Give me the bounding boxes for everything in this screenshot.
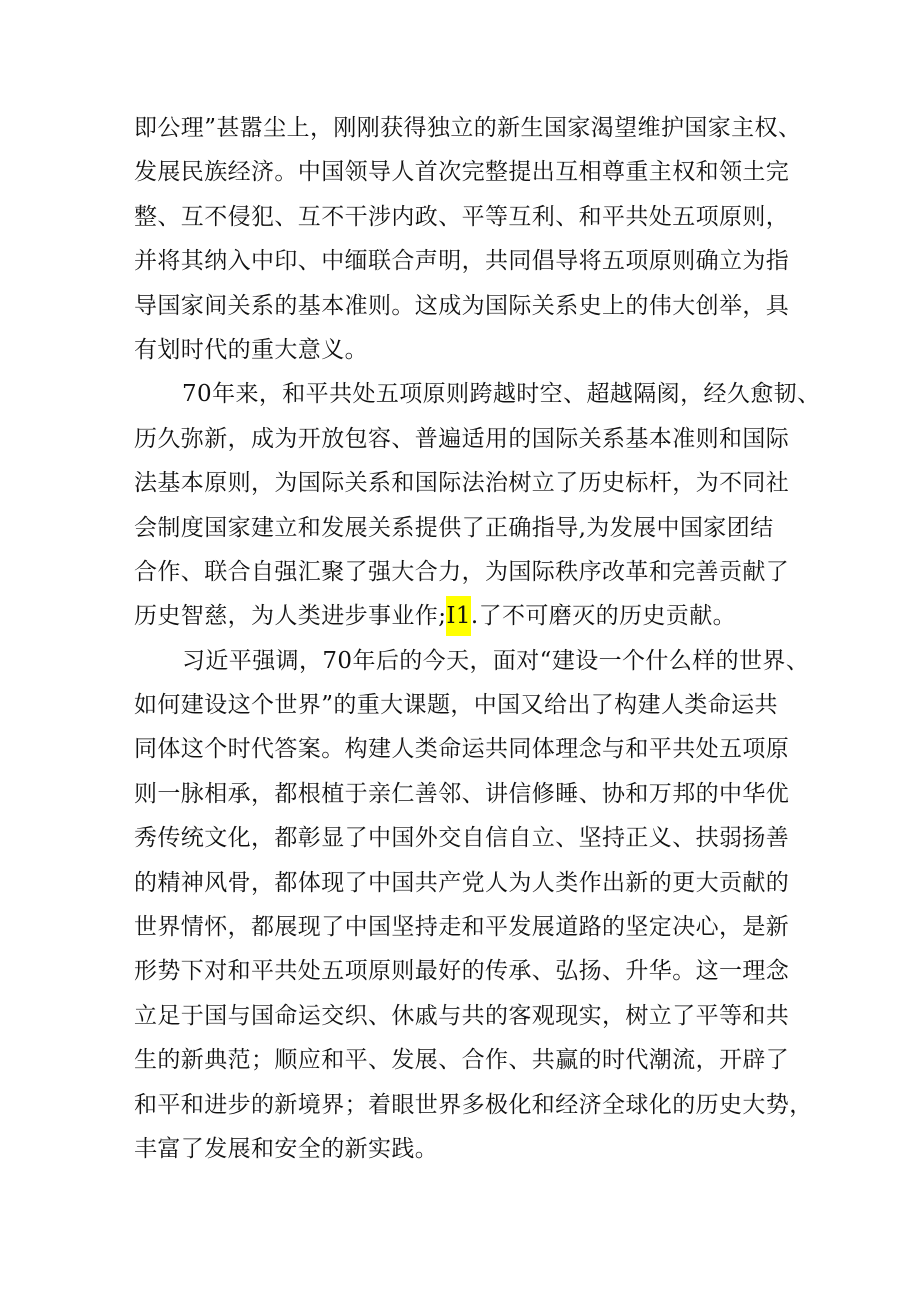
text-line: 历久弥新，成为开放包容、普遍适用的国际关系基本准则和国际: [134, 425, 790, 452]
highlighted-text: I1: [446, 596, 471, 636]
paragraph-1: [134, 106, 802, 372]
text-line: 立足于国与国命运交织、休戚与共的客观现实，树立了平等和共: [134, 1002, 790, 1029]
text-line: 并将其纳入中印、中缅联合声明，共同倡导将五项原则确立为指: [134, 248, 790, 275]
text-line: 则一脉相承，都根植于亲仁善邻、讲信修睡、协和万邦的中华优: [134, 780, 790, 807]
text-line: 同体这个时代答案。构建人类命运共同体理念与和平共处五项原: [134, 736, 790, 763]
text-line: 70年来，和平共处五项原则跨越时空、超越隔阂，经久愈韧、: [182, 381, 821, 408]
text-line: 导国家间关系的基本准则。这成为国际关系史上的伟大创举，具: [134, 292, 790, 319]
paragraph-2: [134, 372, 821, 638]
text-line: 有划时代的重大意义。: [134, 336, 368, 363]
text-line: 整、互不侵犯、互不干涉内政、平等互利、和平共处五项原则，: [134, 203, 790, 230]
text-segment: 历史智慈，为人类进步事业作;: [134, 603, 447, 630]
text-line: 的精神风骨，都体现了中国共产党人为人类作出新的更大贡献的: [134, 869, 790, 896]
text-line: 丰富了发展和安全的新实践。: [134, 1135, 439, 1162]
text-line: 会制度国家建立和发展关系提供了正确指导,为发展中国家团结: [134, 514, 774, 541]
body-text: [134, 106, 821, 1171]
text-line: [134, 594, 794, 638]
text-line: 发展民族经济。中国领导人首次完整提出互相尊重主权和领土完: [134, 159, 790, 186]
paragraph-3: [134, 639, 813, 1172]
text-line: 习近平强调，70年后的今天，面对“建设一个什么样的世界、: [182, 647, 810, 674]
text-line: 生的新典范；顺应和平、发展、合作、共赢的时代潮流，开辟了: [134, 1047, 790, 1074]
text-line: 形势下对和平共处五项原则最好的传承、弘扬、升华。这一理念: [134, 958, 790, 985]
text-line: 合作、联合自强汇聚了强大合力，为国际秩序改革和完善贡献了: [134, 558, 790, 585]
text-line: 即公理”甚嚣尘上，刚刚获得独立的新生国家渴望维护国家主权、: [134, 115, 802, 141]
text-line: 如何建设这个世界”的重大课题，中国又给出了构建人类命运共: [134, 692, 778, 719]
text-segment: .了不可磨灭的历史贡献。: [470, 603, 737, 630]
text-line: 秀传统文化，都彰显了中国外交自信自立、坚持正义、扶弱扬善: [134, 825, 790, 852]
text-line: 世界情怀，都展现了中国坚持走和平发展道路的坚定决心，是新: [134, 914, 790, 941]
text-line: 和平和进步的新境界；着眼世界多极化和经济全球化的历史大势，: [134, 1091, 813, 1118]
text-line: 法基本原则，为国际关系和国际法治树立了历史标杆，为不同社: [134, 470, 790, 497]
